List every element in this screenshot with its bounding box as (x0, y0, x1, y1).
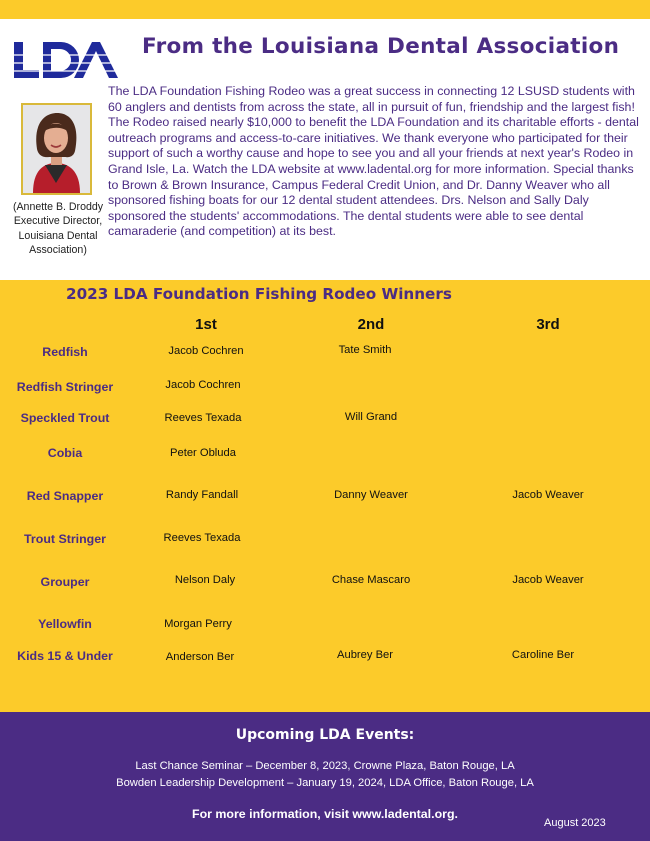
page-title: From the Louisiana Dental Association (142, 34, 620, 59)
winner-third: Jacob Weaver (512, 489, 584, 501)
winner-second: Danny Weaver (334, 489, 408, 501)
column-header-2nd: 2nd (357, 316, 385, 333)
category-label: Kids 15 & Under (17, 649, 113, 663)
winner-first: Randy Fandall (165, 489, 239, 501)
top-accent-bar (0, 0, 650, 19)
winner-first: Reeves Texada (164, 412, 242, 424)
issue-date: August 2023 (544, 817, 606, 829)
winner-third: Jacob Weaver (512, 574, 584, 586)
event-item: Last Chance Seminar – December 8, 2023, Crowne Plaza, Baton Rouge, LA (135, 760, 515, 772)
intro-paragraph-1: The LDA Foundation Fishing Rodeo was a great success in connecting 12 LSUSD students with 60 anglers and dentists from across the state, all in pursuit of fun, friendship and the largest fish! (108, 84, 635, 114)
category-label: Yellowfin (38, 617, 92, 631)
category-label: Trout Stringer (24, 532, 106, 546)
events-title: Upcoming LDA Events: (235, 727, 415, 743)
winner-second: Aubrey Ber (337, 649, 393, 661)
category-label: Grouper (40, 575, 90, 589)
winner-first: Anderson Ber (165, 651, 235, 663)
intro-text (108, 84, 642, 240)
category-label: Redfish (42, 345, 88, 359)
winner-first: Reeves Texada (163, 532, 241, 544)
lda-logo (14, 40, 118, 80)
intro-paragraph-2: The Rodeo raised nearly $10,000 to benefit the LDA Foundation and its charitable efforts - dental outreach programs and access-to-care initiatives. We thank everyone who participated for their support of such a worthy cause and hope to see you and all your friends at next year's Rodeo in Grand Isle, La. Watch the LDA website at www.ladental.org for more information. Special thanks to Brown & Brown Insurance, Campus Federal Credit Union, and Dr. Danny Weaver who all sponsored fishing boats for our 12 dental student attendees. Drs. Nelson and Sally Daly sponsored the students' accommodations. The dental students were able to see dental camaraderie (and competition) at its best. (108, 115, 639, 239)
winners-title: 2023 LDA Foundation Fishing Rodeo Winners (66, 285, 452, 303)
photo-caption: (Annette B. Droddy Executive Director, Louisiana Dental Association) (12, 201, 104, 256)
category-label: Redfish Stringer (16, 380, 114, 394)
event-item: Bowden Leadership Development – January 19, 2024, LDA Office, Baton Rouge, LA (116, 777, 534, 789)
category-label: Speckled Trout (20, 411, 110, 425)
winner-third: Caroline Ber (511, 649, 575, 661)
more-info-text: For more information, visit www.ladental.org. (192, 807, 458, 821)
winner-first: Morgan Perry (164, 618, 232, 630)
column-header-1st: 1st (195, 316, 217, 333)
winner-second: Chase Mascaro (331, 574, 411, 586)
winner-second: Will Grand (344, 411, 398, 423)
winner-first: Jacob Cochren (165, 379, 241, 391)
category-label: Red Snapper (26, 489, 104, 503)
column-header-3rd: 3rd (536, 316, 560, 333)
winner-first: Peter Obluda (170, 447, 236, 459)
winner-first: Nelson Daly (174, 574, 236, 586)
winner-first: Jacob Cochren (168, 345, 244, 357)
category-label: Cobia (47, 446, 83, 460)
winner-second: Tate Smith (338, 344, 392, 356)
portrait-photo (21, 103, 92, 195)
